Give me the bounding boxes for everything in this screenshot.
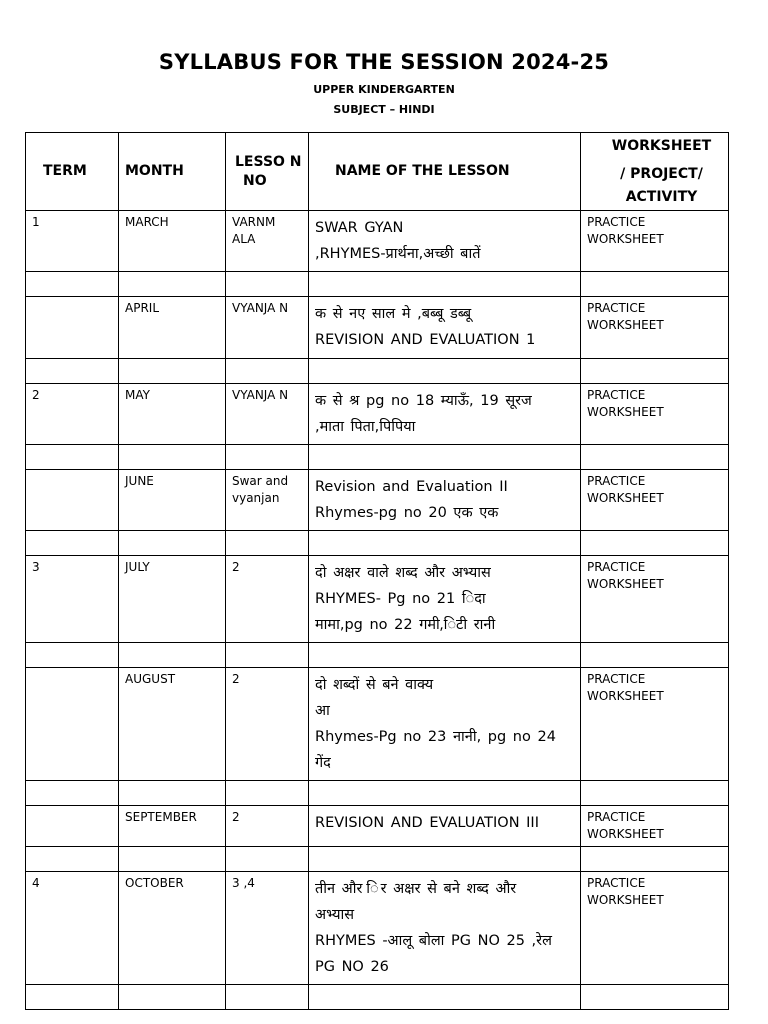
empty-cell	[226, 643, 309, 668]
empty-cell	[309, 643, 581, 668]
empty-cell	[309, 445, 581, 470]
lesson-line: दो शब्दों से बने वाक्य	[315, 677, 434, 693]
cell-month: JULY	[119, 556, 226, 643]
table-row	[26, 297, 729, 359]
empty-row	[26, 985, 729, 1010]
lesson-line: अभ्यास	[315, 907, 355, 923]
empty-cell	[119, 781, 226, 806]
cell-month: MARCH	[119, 211, 226, 272]
cell-activity: PRACTICE WORKSHEET	[581, 556, 729, 643]
lesson-line: तीन और िर अक्षर से बने शब्द और	[315, 881, 517, 897]
cell-term	[26, 806, 119, 847]
empty-cell	[581, 643, 729, 668]
cell-activity: PRACTICE WORKSHEET	[581, 211, 729, 272]
header-term: TERM	[26, 133, 119, 211]
lesson-line: Revision and Evaluation II	[315, 479, 508, 495]
cell-lesson-name	[309, 297, 581, 359]
subject-name: SUBJECT – HINDI	[333, 103, 435, 116]
empty-row	[26, 781, 729, 806]
table-row	[26, 806, 729, 847]
table-row	[26, 556, 729, 643]
header-month: MONTH	[119, 133, 226, 211]
empty-cell	[26, 531, 119, 556]
empty-cell	[309, 847, 581, 872]
cell-term: 2	[26, 384, 119, 445]
lesson-line: गेंद	[315, 755, 331, 771]
empty-cell	[119, 531, 226, 556]
lesson-line: दो अक्षर वाले शब्द और अभ्यास	[315, 565, 491, 581]
empty-cell	[581, 272, 729, 297]
cell-month: MAY	[119, 384, 226, 445]
table-header-row	[26, 133, 729, 211]
empty-row	[26, 359, 729, 384]
cell-lesson-name	[309, 806, 581, 847]
empty-cell	[226, 985, 309, 1010]
empty-cell	[26, 272, 119, 297]
cell-lesson-no: Swar and vyanjan	[226, 470, 309, 531]
cell-lesson-no: VYANJA N	[226, 297, 309, 359]
empty-row	[26, 272, 729, 297]
table-row	[26, 384, 729, 445]
cell-term	[26, 470, 119, 531]
lesson-line: मामा,pg no 22 गमी,िटी रानी	[315, 617, 496, 633]
empty-row	[26, 847, 729, 872]
cell-term	[26, 668, 119, 781]
lesson-line: Rhymes-Pg no 23 नानी, pg no 24	[315, 729, 556, 745]
cell-lesson-name	[309, 872, 581, 985]
cell-activity: PRACTICE WORKSHEET	[581, 297, 729, 359]
header-activity: WORKSHEET / PROJECT/ ACTIVITY	[581, 133, 729, 211]
cell-activity: PRACTICE WORKSHEET	[581, 872, 729, 985]
empty-row	[26, 531, 729, 556]
empty-cell	[309, 985, 581, 1010]
lesson-line: ,माता पिता,पिपिया	[315, 419, 416, 435]
empty-cell	[226, 445, 309, 470]
table-row	[26, 211, 729, 272]
lesson-line: REVISION AND EVALUATION 1	[315, 332, 536, 348]
cell-lesson-no: 2	[226, 806, 309, 847]
cell-term: 1	[26, 211, 119, 272]
cell-lesson-no: 2	[226, 556, 309, 643]
table-row	[26, 668, 729, 781]
empty-row	[26, 643, 729, 668]
lesson-line: ,RHYMES-प्रार्थना,अच्छी बातें	[315, 246, 481, 262]
lesson-line: SWAR GYAN	[315, 220, 404, 236]
cell-lesson-name	[309, 668, 581, 781]
lesson-line: RHYMES- Pg no 21 िदा	[315, 591, 486, 607]
syllabus-table	[25, 132, 729, 1010]
cell-activity: PRACTICE WORKSHEET	[581, 384, 729, 445]
cell-month: JUNE	[119, 470, 226, 531]
cell-lesson-name	[309, 384, 581, 445]
empty-cell	[226, 359, 309, 384]
cell-month: AUGUST	[119, 668, 226, 781]
empty-cell	[226, 272, 309, 297]
cell-lesson-name	[309, 211, 581, 272]
empty-cell	[309, 781, 581, 806]
empty-cell	[581, 531, 729, 556]
table-row	[26, 872, 729, 985]
empty-row	[26, 445, 729, 470]
class-name: UPPER KINDERGARTEN	[313, 83, 455, 96]
empty-cell	[26, 445, 119, 470]
empty-cell	[581, 781, 729, 806]
cell-lesson-no: VYANJA N	[226, 384, 309, 445]
cell-lesson-no: VARNM ALA	[226, 211, 309, 272]
empty-cell	[581, 985, 729, 1010]
empty-cell	[226, 531, 309, 556]
empty-cell	[119, 445, 226, 470]
empty-cell	[226, 781, 309, 806]
cell-lesson-name	[309, 470, 581, 531]
empty-cell	[119, 643, 226, 668]
empty-cell	[309, 272, 581, 297]
cell-activity: PRACTICE WORKSHEET	[581, 806, 729, 847]
lesson-line: PG NO 26	[315, 959, 389, 975]
empty-cell	[26, 781, 119, 806]
empty-cell	[581, 847, 729, 872]
lesson-line: REVISION AND EVALUATION III	[315, 815, 539, 831]
empty-cell	[26, 847, 119, 872]
empty-cell	[581, 445, 729, 470]
cell-lesson-no: 2	[226, 668, 309, 781]
table-row	[26, 470, 729, 531]
empty-cell	[26, 643, 119, 668]
cell-month: SEPTEMBER	[119, 806, 226, 847]
empty-cell	[309, 359, 581, 384]
empty-cell	[26, 985, 119, 1010]
lesson-line: Rhymes-pg no 20 एक एक	[315, 505, 499, 521]
cell-month: OCTOBER	[119, 872, 226, 985]
header-lesson-name: NAME OF THE LESSON	[309, 133, 581, 211]
empty-cell	[119, 359, 226, 384]
cell-month: APRIL	[119, 297, 226, 359]
lesson-line: आ	[315, 703, 330, 719]
page-title: SYLLABUS FOR THE SESSION 2024-25	[158, 50, 610, 74]
empty-cell	[119, 985, 226, 1010]
lesson-line: RHYMES -आलू बोला PG NO 25 ,रेल	[315, 933, 552, 949]
empty-cell	[26, 359, 119, 384]
cell-lesson-name	[309, 556, 581, 643]
cell-activity: PRACTICE WORKSHEET	[581, 668, 729, 781]
empty-cell	[226, 847, 309, 872]
cell-term	[26, 297, 119, 359]
cell-term: 4	[26, 872, 119, 985]
header-lesson-no: LESSO N NO	[226, 133, 309, 211]
empty-cell	[581, 359, 729, 384]
empty-cell	[309, 531, 581, 556]
empty-cell	[119, 272, 226, 297]
cell-lesson-no: 3 ,4	[226, 872, 309, 985]
cell-term: 3	[26, 556, 119, 643]
lesson-line: क से नए साल मे ,बब्बू डब्बू	[315, 306, 472, 322]
cell-activity: PRACTICE WORKSHEET	[581, 470, 729, 531]
lesson-line: क से श्र pg no 18 म्याऊँ, 19 सूरज	[315, 393, 532, 409]
empty-cell	[119, 847, 226, 872]
